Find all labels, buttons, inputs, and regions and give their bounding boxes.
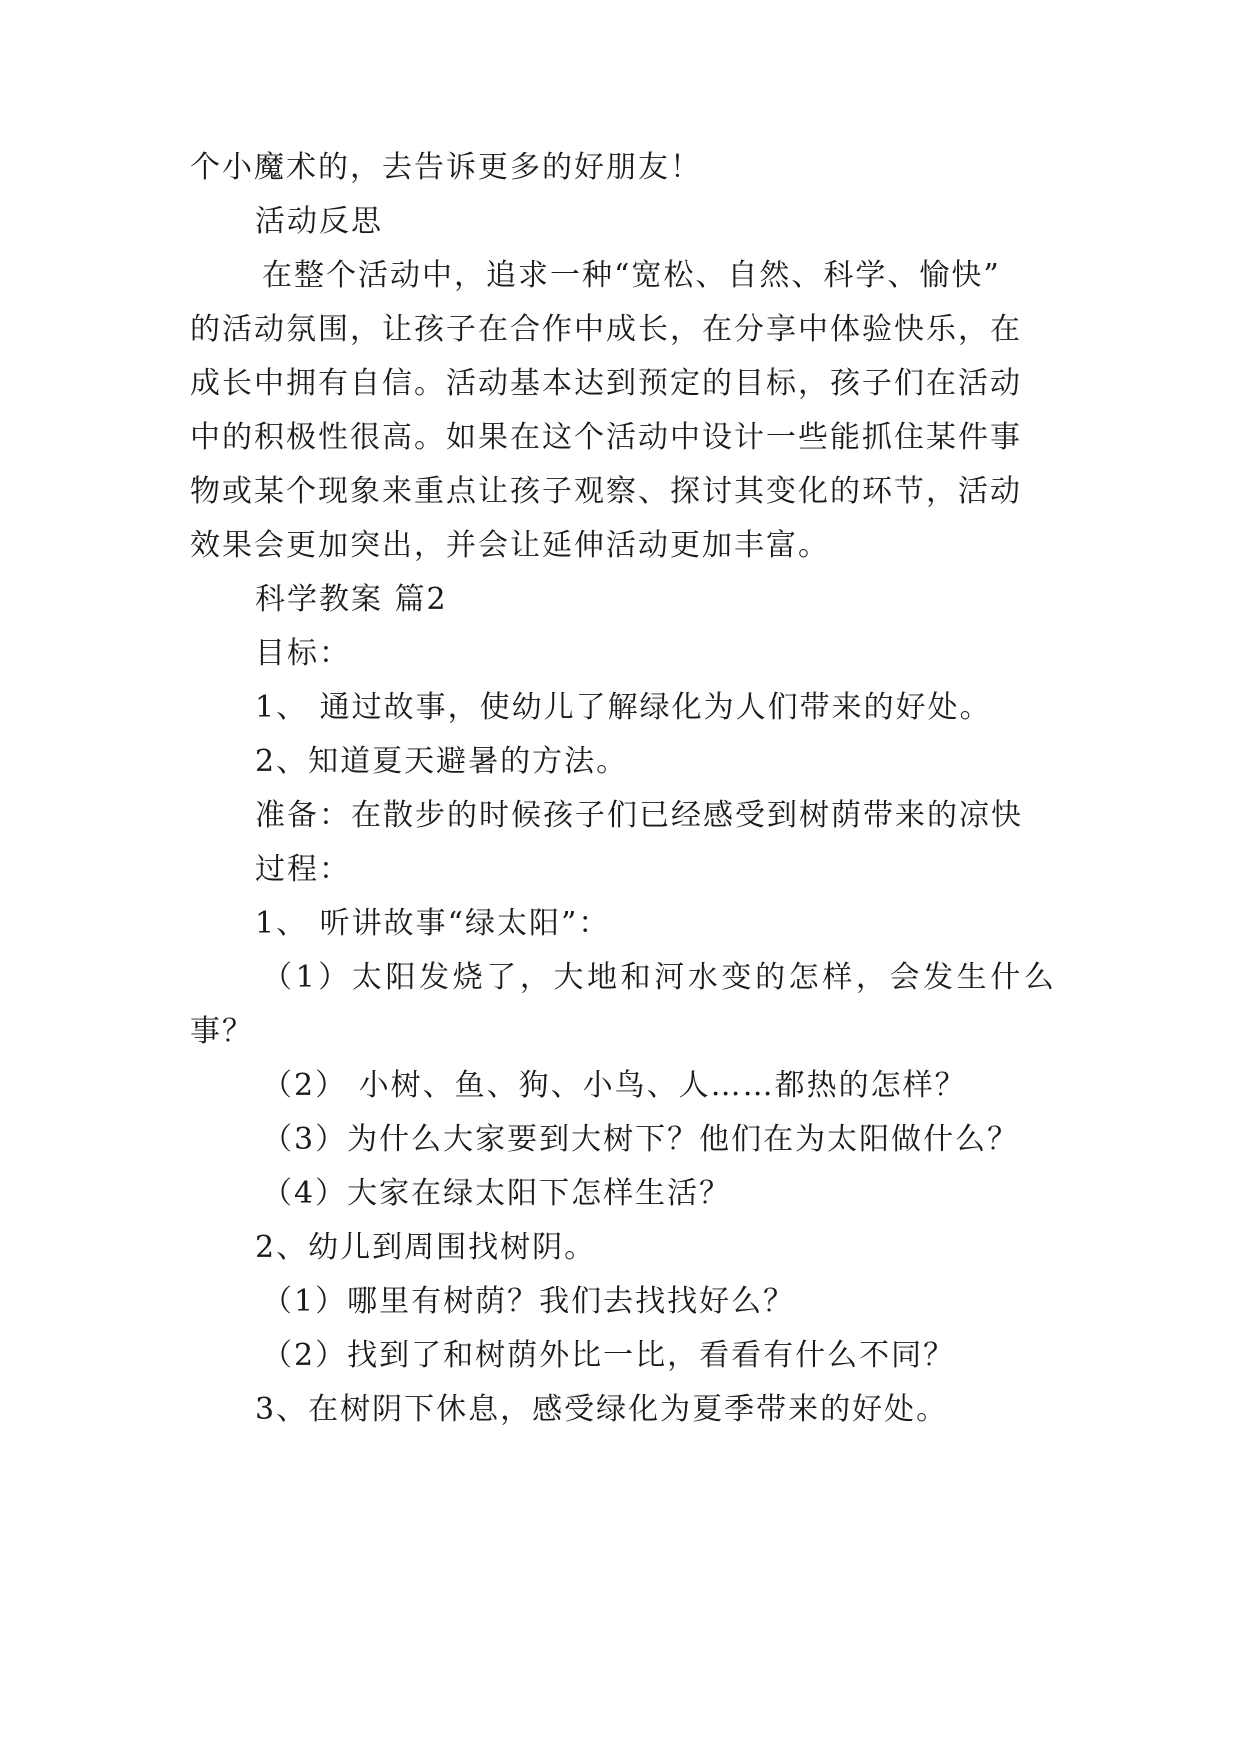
list-item: （4）大家在绿太阳下怎样生活？ (262, 1176, 732, 1211)
text-line: 在整个活动中，追求一种“宽松、自然、科学、愉快” (262, 258, 1001, 293)
list-item: （3）为什么大家要到大树下？他们在为太阳做什么？ (262, 1122, 1020, 1157)
text-line: 目标： (255, 636, 351, 671)
section-heading: 科学教案 篇2 (255, 582, 448, 617)
section-heading: 活动反思 (255, 204, 383, 239)
text-line: 事？ (190, 1014, 254, 1049)
text-line: 中的积极性很高。如果在这个活动中设计一些能抓住某件事 (190, 420, 1022, 455)
text-line: 过程： (255, 852, 351, 887)
list-item: 1、 通过故事，使幼儿了解绿化为人们带来的好处。 (255, 690, 992, 725)
list-item: （1）哪里有树荫？我们去找找好么？ (262, 1284, 796, 1319)
text-line: 的活动氛围，让孩子在合作中成长，在分享中体验快乐，在 (190, 312, 1022, 347)
text-line: 个小魔术的，去告诉更多的好朋友！ (190, 150, 702, 185)
list-item: （1）太阳发烧了，大地和河水变的怎样，会发生什么 (262, 960, 1058, 995)
list-item: 3、在树阴下休息，感受绿化为夏季带来的好处。 (255, 1392, 949, 1427)
text-line: 效果会更加突出，并会让延伸活动更加丰富。 (190, 528, 830, 563)
text-line: 成长中拥有自信。活动基本达到预定的目标，孩子们在活动 (190, 366, 1022, 401)
list-item: （2） 小树、鱼、狗、小鸟、人……都热的怎样？ (262, 1068, 967, 1103)
list-item: 1、 听讲故事“绿太阳”： (255, 906, 611, 941)
text-line: 准备：在散步的时候孩子们已经感受到树荫带来的凉快 (255, 798, 1023, 833)
list-item: （2）找到了和树荫外比一比，看看有什么不同？ (262, 1338, 956, 1373)
list-item: 2、幼儿到周围找树阴。 (255, 1230, 597, 1265)
text-line: 物或某个现象来重点让孩子观察、探讨其变化的环节，活动 (190, 474, 1022, 509)
list-item: 2、知道夏天避暑的方法。 (255, 744, 629, 779)
